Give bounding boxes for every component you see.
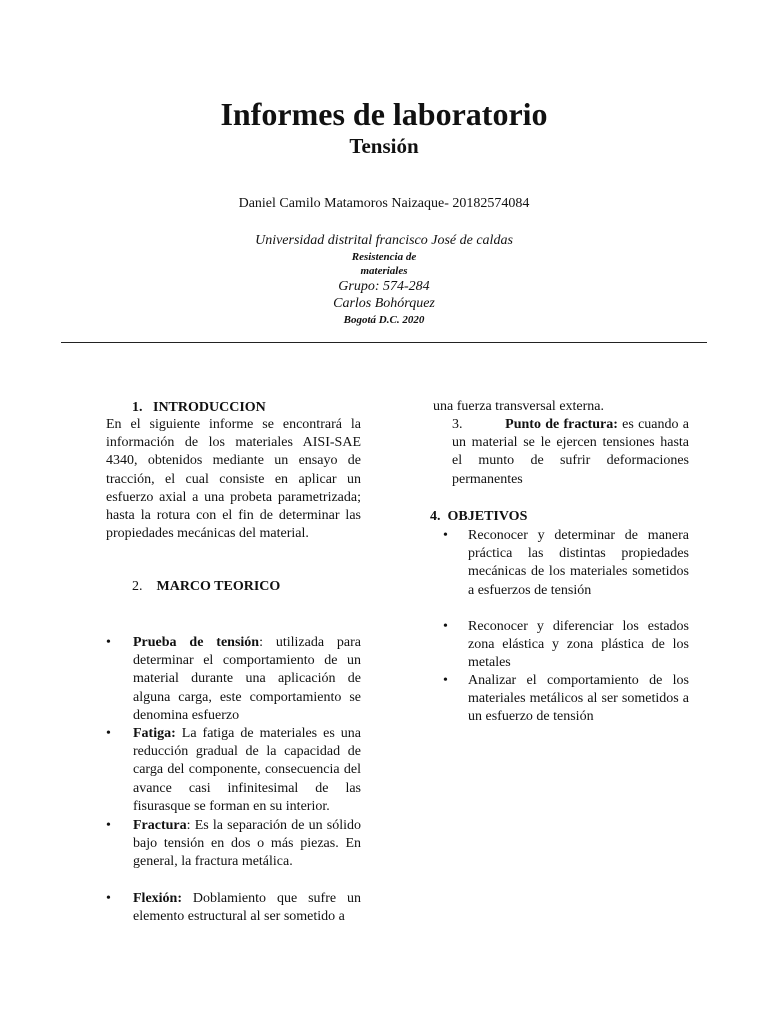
marco-heading [132,578,280,596]
intro-heading-text: INTRODUCCION [153,400,266,415]
header-divider [61,342,707,343]
document-subtitle: Tensión [349,134,419,158]
definition-text: Flexión: Doblamiento que sufre un elemento estructural al ser sometido a [133,891,361,925]
professor-name: Carlos Bohórquez [333,296,435,311]
university-name: Universidad distrital francisco José de caldas [255,233,513,248]
course-name [0,250,768,278]
definition-text: Prueba de tensión: utilizada para determinar el comportamiento de un material durante una aplicación de alguna carga, este comportamiento se denomina esfuerzo [133,635,361,723]
continuation-text: una fuerza transversal externa. [433,399,605,414]
bullet-icon: • [106,818,111,833]
definition-term: Fatiga: [133,726,176,741]
objective-text: Reconocer y determinar de manera práctica las distintas propiedades mecánicas de los materiales sometidos a esfuerzos de tensión [468,528,689,598]
bullet-icon: • [106,726,111,741]
fracture-point-item: 3. Punto de fractura: es cuando a un material se le ejercen tensiones hasta el munto de sufrir deformaciones permanentes [452,417,689,487]
intro-number: 1. [132,400,143,415]
objective-text: Reconocer y diferenciar los estados zona elástica y zona plástica de los metales [468,619,689,671]
definition-term: Prueba de tensión [133,635,260,650]
bullet-icon: • [106,891,111,906]
bullet-icon: • [443,528,448,543]
objectives-heading [430,508,527,526]
definition-term: Flexión: [133,891,182,906]
definition-text: Fatiga: La fatiga de materiales es una reducción gradual de la capacidad de carga del componente, consecuencia del avance casi infinitesimal de las fisurasque se forman en su interior. [133,726,361,814]
intro-heading [132,399,266,417]
objectives-heading-text: OBJETIVOS [447,509,528,524]
group-number: Grupo: 574-284 [338,279,430,294]
objectives-number: 4. [430,509,441,524]
item-number: 3. [452,417,463,432]
bullet-icon: • [443,619,448,634]
objective-text: Analizar el comportamiento de los materiales metálicos al ser sometidos a un esfuerzo de tensión [468,673,689,725]
document-title: Informes de laboratorio [220,96,548,132]
marco-number: 2. [132,579,143,594]
bullet-icon: • [443,673,448,688]
place-date: Bogotá D.C. 2020 [343,314,425,326]
definition-text: Fractura: Es la separación de un sólido bajo tensión en dos o más piezas. En general, la fractura metálica. [133,818,361,870]
author-line: Daniel Camilo Matamoros Naizaque- 20182574084 [238,196,530,211]
definition-term: Fractura [133,818,187,833]
definition-term: Punto de fractura: [505,417,618,432]
course-line-1: Resistencia de [351,251,417,263]
bullet-icon: • [106,635,111,650]
intro-paragraph: En el siguiente informe se encontrará la información de los materiales AISI-SAE 4340, obtenidos mediante un ensayo de tracción, el cual consiste en aplicar un esfuerzo axial a una probeta parametrizada; hasta la rotura con el fin de determinar las propiedades mecánicas del material. [106,417,361,542]
course-line-2: materiales [360,265,408,277]
marco-heading-text: MARCO TEORICO [156,579,281,594]
